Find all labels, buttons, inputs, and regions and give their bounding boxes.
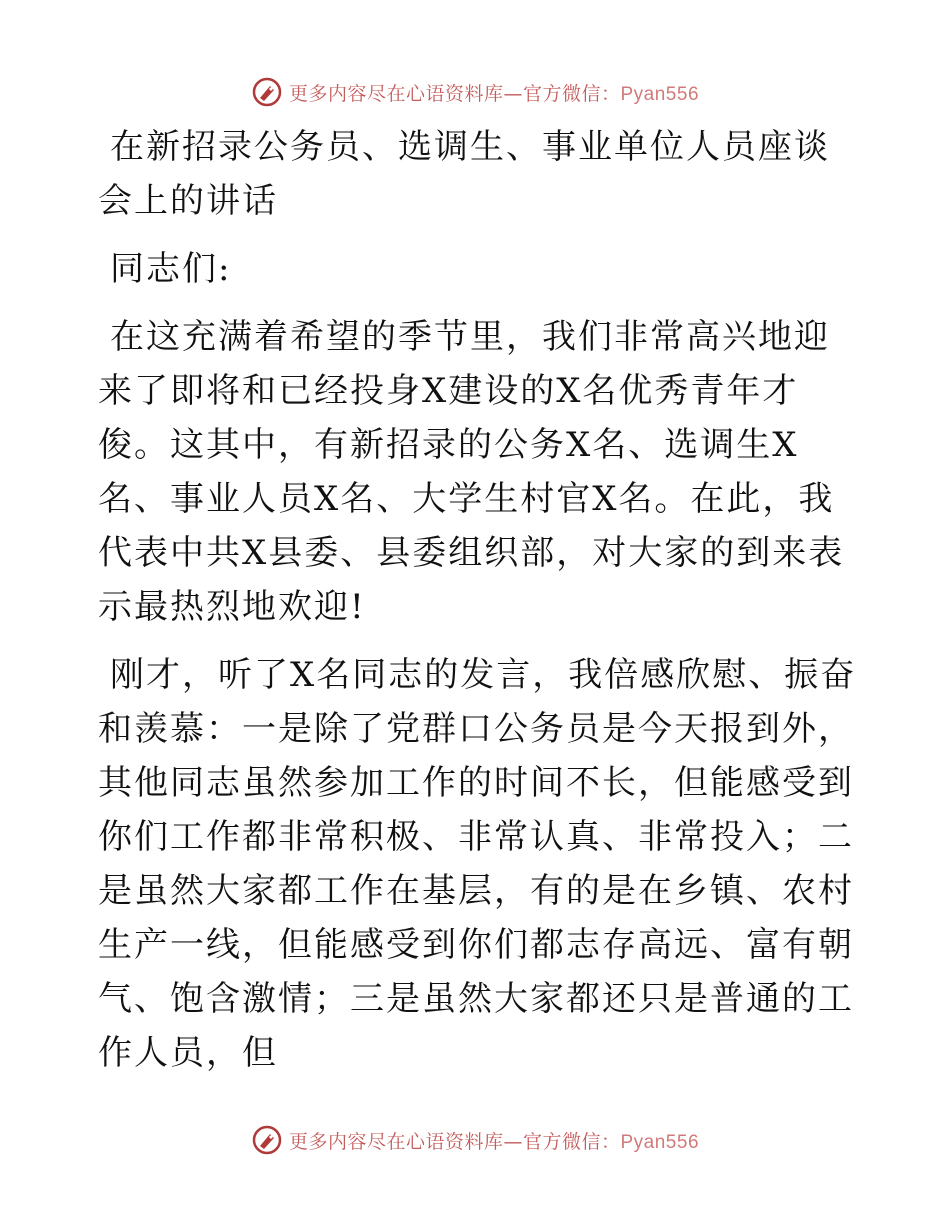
document-paragraph-1: 在这充满着希望的季节里，我们非常高兴地迎来了即将和已经投身X建设的X名优秀青年才俊。这其中，有新招录的公务X名、选调生X名、事业人员X名、大学生村官X名。在此，我代表中共X县委、县委组织部，对大家的到来表示最热烈地欢迎! (98, 317, 845, 627)
footer-banner-text (289, 1127, 699, 1154)
header-banner-text (289, 79, 699, 106)
header-banner (0, 72, 950, 112)
header-banner-label: 更多内容尽在心语资料库—官方微信： (288, 82, 621, 105)
footer-banner-label: 更多内容尽在心语资料库—官方微信： (288, 1130, 621, 1153)
header-banner-wechat: Pyan556 (620, 83, 700, 105)
document-salutation: 同志们: (110, 249, 232, 289)
document-title: 在新招录公务员、选调生、事业单位人员座谈会上的讲话 (98, 127, 830, 221)
footer-banner (0, 1120, 950, 1160)
document-paragraph-2: 刚才，听了X名同志的发言，我倍感欣慰、振奋和羡慕：一是除了党群口公务员是今天报到外，其他同志虽然参加工作的时间不长，但能感受到你们工作都非常积极、非常认真、非常投入；二是虽然大家都工作在基层，有的是在乡镇、农村生产一线，但能感受到你们都志存高远、富有朝气、饱含激情；三是虽然大家都还只是普通的工作人员，但 (98, 655, 857, 1073)
document-body (98, 120, 858, 1094)
footer-banner-wechat: Pyan556 (620, 1131, 700, 1153)
pen-nib-logo-icon (251, 1124, 283, 1156)
pen-nib-logo-icon (251, 76, 283, 108)
